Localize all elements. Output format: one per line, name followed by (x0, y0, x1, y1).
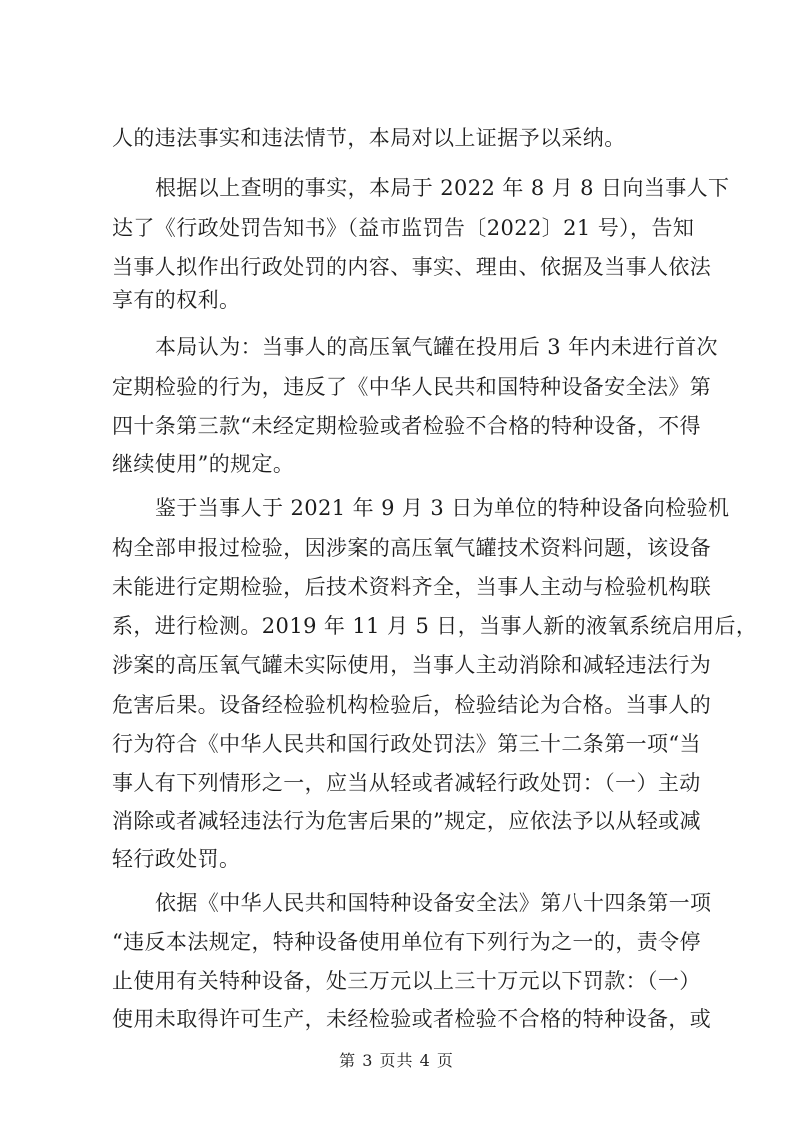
page-number-footer: 第 3 页共 4 页 (339, 1051, 454, 1070)
text-line-16: 行为符合《中华人民共和国行政处罚法》第三十二条第一项“当 (112, 732, 701, 756)
text-line-20: 依据《中华人民共和国特种设备安全法》第八十四条第一项 (155, 891, 712, 915)
text-line-19: 轻行政处罚。 (112, 847, 241, 871)
text-line-3: 达了《行政处罚告知书》（益市监罚告〔2022〕21 号），告知 (112, 216, 695, 240)
text-line-7: 定期检验的行为，违反了《中华人民共和国特种设备安全法》第 (112, 375, 712, 399)
text-line-22: 止使用有关特种设备，处三万元以上三十万元以下罚款：（一） (112, 969, 701, 993)
text-line-17: 事人有下列情形之一，应当从轻或者减轻行政处罚：（一）主动 (112, 771, 701, 795)
text-line-10: 鉴于当事人于 2021 年 9 月 3 日为单位的特种设备向检验机 (155, 496, 730, 520)
text-line-12: 未能进行定期检验，后技术资料齐全，当事人主动与检验机构联 (112, 575, 712, 599)
text-line-14: 涉案的高压氧气罐未实际使用，当事人主动消除和减轻违法行为 (112, 653, 712, 677)
text-line-2: 根据以上查明的事实，本局于 2022 年 8 月 8 日向当事人下 (155, 176, 730, 200)
text-line-9: 继续使用”的规定。 (112, 452, 295, 476)
text-line-21: “违反本法规定，特种设备使用单位有下列行为之一的，责令停 (112, 930, 701, 954)
text-line-6: 本局认为：当事人的高压氧气罐在投用后 3 年内未进行首次 (155, 335, 718, 359)
text-line-8: 四十条第三款“未经定期检验或者检验不合格的特种设备，不得 (112, 414, 701, 438)
text-line-13: 系，进行检测。2019 年 11 月 5 日，当事人新的液氧系统启用后， (112, 614, 758, 638)
text-line-15: 危害后果。设备经检验机构检验后，检验结论为合格。当事人的 (112, 693, 712, 717)
text-line-1: 人的违法事实和违法情节，本局对以上证据予以采纳。 (112, 126, 626, 150)
text-line-18: 消除或者减轻违法行为危害后果的”规定，应依法予以从轻或减 (112, 809, 701, 833)
text-line-5: 享有的权利。 (112, 288, 241, 312)
text-line-11: 构全部申报过检验，因涉案的高压氧气罐技术资料问题，该设备 (112, 536, 712, 560)
text-line-23: 使用未取得许可生产，未经检验或者检验不合格的特种设备，或 (112, 1007, 712, 1031)
text-line-4: 当事人拟作出行政处罚的内容、事实、理由、依据及当事人依法 (112, 255, 712, 279)
